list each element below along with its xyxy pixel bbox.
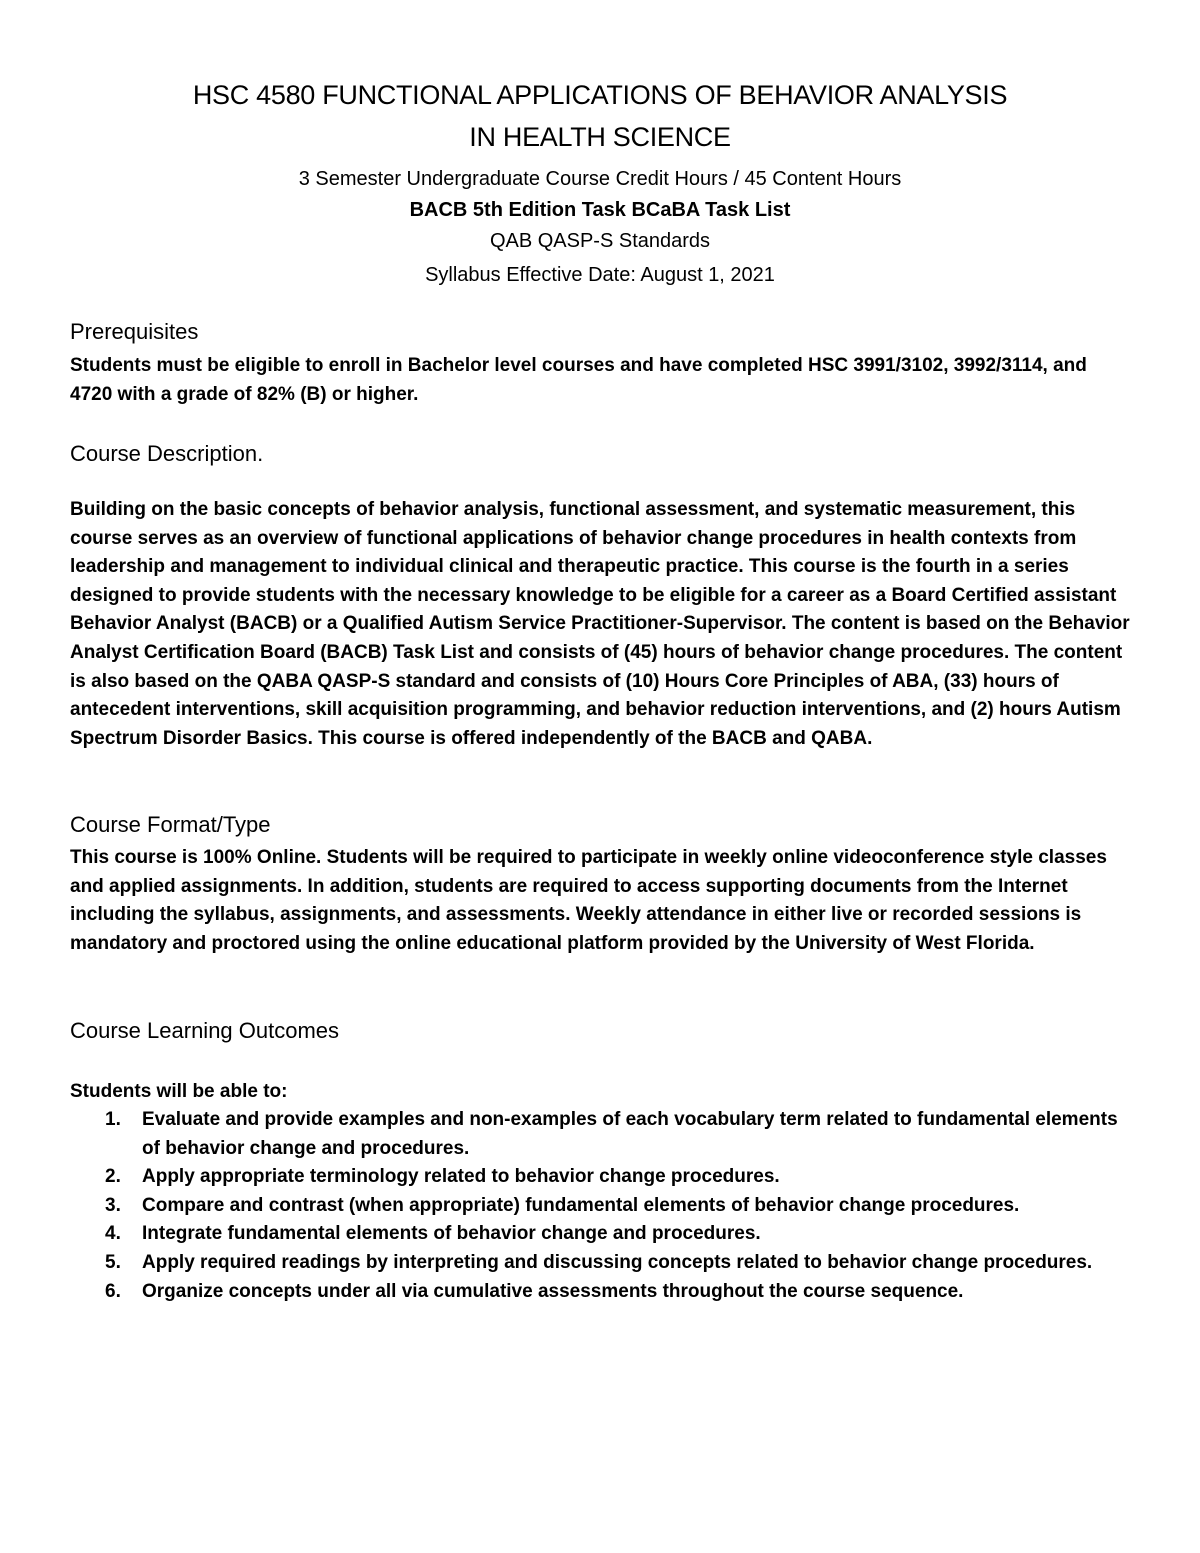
outcome-item — [100, 1106, 1130, 1163]
course-title-line-2: IN HEALTH SCIENCE — [469, 122, 731, 152]
outcome-number: 5. — [105, 1251, 121, 1273]
outcome-number: 4. — [105, 1223, 121, 1245]
outcome-item — [100, 1163, 1130, 1192]
outcome-number: 6. — [105, 1280, 121, 1302]
course-description-text: Building on the basic concepts of behavior analysis, functional assessment, and systematic measurement, this course serves as an overview of functional applications of behavior change procedures in health contexts from leadership and management to individual clinical and therapeutic practice. This course is the fourth in a series designed to provide students with the necessary knowledge to be eligible for a career as a Board Certified assistant Behavior Analyst (BACB) or a Qualified Autism Service Practitioner-Supervisor. The content is based on the Behavior Analyst Certification Board (BACB) Task List and consists of (45) hours of behavior change procedures. The content is also based on the QABA QASP-S standard and consists of (10) Hours Core Principles of ABA, (33) hours of antecedent interventions, skill acquisition programming, and behavior reduction interventions, and (2) hours Autism Spectrum Disorder Basics. This course is offered independently of the BACB and QABA. — [70, 499, 1130, 749]
outcome-number: 2. — [105, 1166, 121, 1188]
outcome-text: Evaluate and provide examples and non-examples of each vocabulary term related to fundamental elements of behavior change and procedures. — [142, 1109, 1118, 1159]
outcome-item — [100, 1220, 1130, 1249]
learning-outcomes-list — [100, 1106, 1130, 1306]
prerequisites-heading: Prerequisites — [70, 319, 199, 344]
outcome-text: Integrate fundamental elements of behavior change and procedures. — [142, 1223, 761, 1245]
learning-outcomes-intro: Students will be able to: — [70, 1081, 288, 1102]
outcome-text: Organize concepts under all via cumulative assessments throughout the course sequence. — [142, 1280, 964, 1302]
bacb-task-list: BACB 5th Edition Task BCaBA Task List — [409, 199, 791, 221]
qab-standards: QAB QASP-S Standards — [489, 230, 711, 252]
outcome-item — [100, 1249, 1130, 1278]
outcome-text: Apply required readings by interpreting and discussing concepts related to behavior change procedures. — [142, 1251, 1093, 1273]
learning-outcomes-heading: Course Learning Outcomes — [70, 1018, 340, 1043]
outcome-number: 1. — [105, 1109, 121, 1130]
course-format-heading: Course Format/Type — [70, 812, 271, 837]
course-format-text: This course is 100% Online. Students will be required to participate in weekly online videoconference style classes and applied assignments. In addition, students are required to access supporting documents from the Internet including the syllabus, assignments, and assessments. Weekly attendance in either live or recorded sessions is mandatory and proctored using the online educational platform provided by the University of West Florida. — [70, 847, 1107, 954]
course-title-line-1: HSC 4580 FUNCTIONAL APPLICATIONS OF BEHAVIOR ANALYSIS — [192, 80, 1008, 110]
outcome-number: 3. — [105, 1194, 121, 1216]
credit-hours: 3 Semester Undergraduate Course Credit Hours / 45 Content Hours — [298, 168, 902, 190]
effective-date: Syllabus Effective Date: August 1, 2021 — [425, 264, 775, 286]
outcome-item — [100, 1278, 1130, 1307]
outcome-text: Compare and contrast (when appropriate) fundamental elements of behavior change procedures. — [142, 1194, 1020, 1216]
prerequisites-text: Students must be eligible to enroll in Bachelor level courses and have completed HSC 3991/3102, 3992/3114, and 4720 with a grade of 82% (B) or higher. — [70, 355, 1087, 405]
outcome-text: Apply appropriate terminology related to behavior change procedures. — [142, 1166, 780, 1188]
course-description-heading: Course Description. — [70, 441, 264, 466]
outcome-item — [100, 1192, 1130, 1221]
